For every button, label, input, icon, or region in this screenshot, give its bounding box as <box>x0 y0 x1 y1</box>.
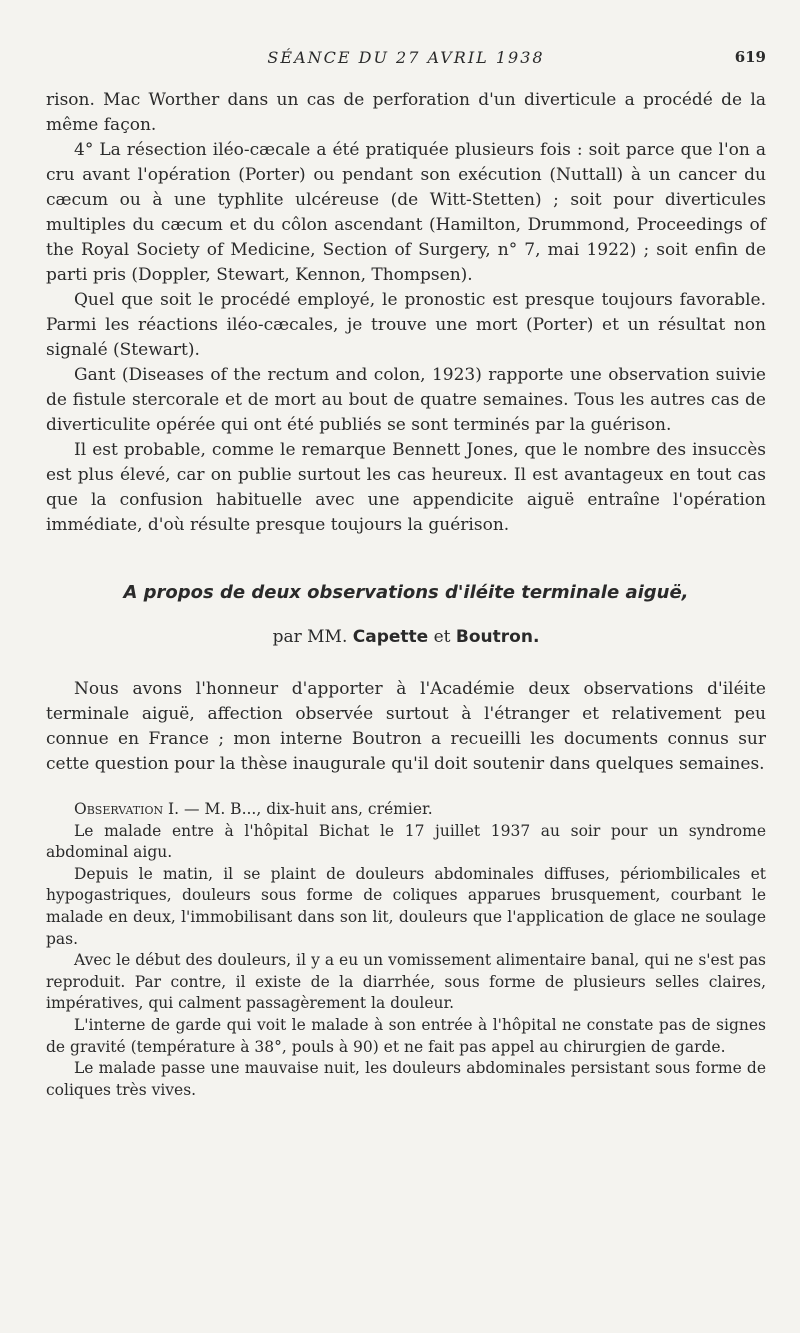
paragraph: Depuis le matin, il se plaint de douleurs abdominales diffuses, périombilicales et hypogastriques, douleurs sous forme de coliques apparues brusquement, courbant le malade en deux, l'immobilisant dans son lit, douleurs que l'application de glace ne soulage pas. <box>46 864 766 948</box>
paragraph: Le malade passe une mauvaise nuit, les douleurs abdominales persistant sous forme de coliques très vives. <box>46 1059 766 1099</box>
paragraph: Gant (Diseases of the rectum and colon, 1923) rapporte une observation suivie de fistule stercorale et de mort au bout de quatre semaines. Tous les autres cas de diverticulite opérée qui ont été publiés se sont terminés par la guérison. <box>46 365 766 435</box>
author-name: Boutron. <box>455 627 540 647</box>
paragraph: Nous avons l'honneur d'apporter à l'Académie deux observations d'iléite terminale aiguë, affection observée surtout à l'étranger et relativement peu connue en France ; mon interne Boutron a recueilli les documents connus sur cette question pour la thèse inaugurale qu'il doit soutenir dans quelques semaines. <box>46 679 766 774</box>
page-number: 619 <box>734 48 766 66</box>
introduction <box>46 677 766 777</box>
continuation-text <box>46 88 766 538</box>
observation-heading <box>46 799 766 821</box>
paragraph: rison. Mac Worther dans un cas de perforation d'un diverticule a procédé de la même façon. <box>46 90 766 135</box>
running-header <box>46 48 766 72</box>
page-body <box>46 88 766 1101</box>
section-title: A propos de deux observations d'iléite terminale aiguë, <box>123 582 689 603</box>
byline <box>46 627 766 647</box>
paragraph: 4° La résection iléo-cæcale a été pratiquée plusieurs fois : soit parce que l'on a cru avant l'opération (Porter) ou pendant son exécution (Nuttall) à un cancer du cæcum ou à une typhlite ulcéreuse (de Witt-Stetten) ; soit pour diverticules multiples du cæcum et du côlon ascendant (Hamilton, Drummond, Proceedings of the Royal Society of Medicine, Section of Surgery, n° 7, mai 1922) ; soit enfin de parti pris (Doppler, Stewart, Kennon, Thompsen). <box>46 140 766 285</box>
paragraph: Quel que soit le procédé employé, le pronostic est presque toujours favorable. Parmi les réactions iléo-cæcales, je trouve une mort (Porter) et un résultat non signalé (Stewart). <box>46 290 766 360</box>
observation-block <box>46 799 766 1101</box>
header-title: SÉANCE DU 27 AVRIL 1938 <box>267 48 545 67</box>
paragraph: Avec le début des douleurs, il y a eu un vomissement alimentaire banal, qui ne s'est pas reproduit. Par contre, il existe de la diarrhée, sous forme de plusieurs selles claires, impératives, qui calment passagèrement la douleur. <box>46 951 766 1013</box>
byline-conjunction: et <box>433 627 451 647</box>
paragraph: L'interne de garde qui voit le malade à son entrée à l'hôpital ne constate pas de signes de gravité (température à 38°, pouls à 90) et ne fait pas appel au chirurgien de garde. <box>46 1015 766 1056</box>
paragraph: Le malade entre à l'hôpital Bichat le 17 juillet 1937 au soir pour un syndrome abdominal aigu. <box>46 821 766 862</box>
paragraph: Il est probable, comme le remarque Bennett Jones, que le nombre des insuccès est plus élevé, car on publie surtout les cas heureux. Il est avantageux en tout cas que la confusion habituelle avec une appendicite aiguë entraîne l'opération immédiate, d'où résulte presque toujours la guérison. <box>46 440 766 535</box>
byline-prefix: par MM. <box>272 627 348 647</box>
author-name: Capette <box>352 627 429 647</box>
observation-label: Observation I. <box>74 800 180 818</box>
observation-subject: — M. B..., dix-huit ans, crémier. <box>184 800 433 818</box>
